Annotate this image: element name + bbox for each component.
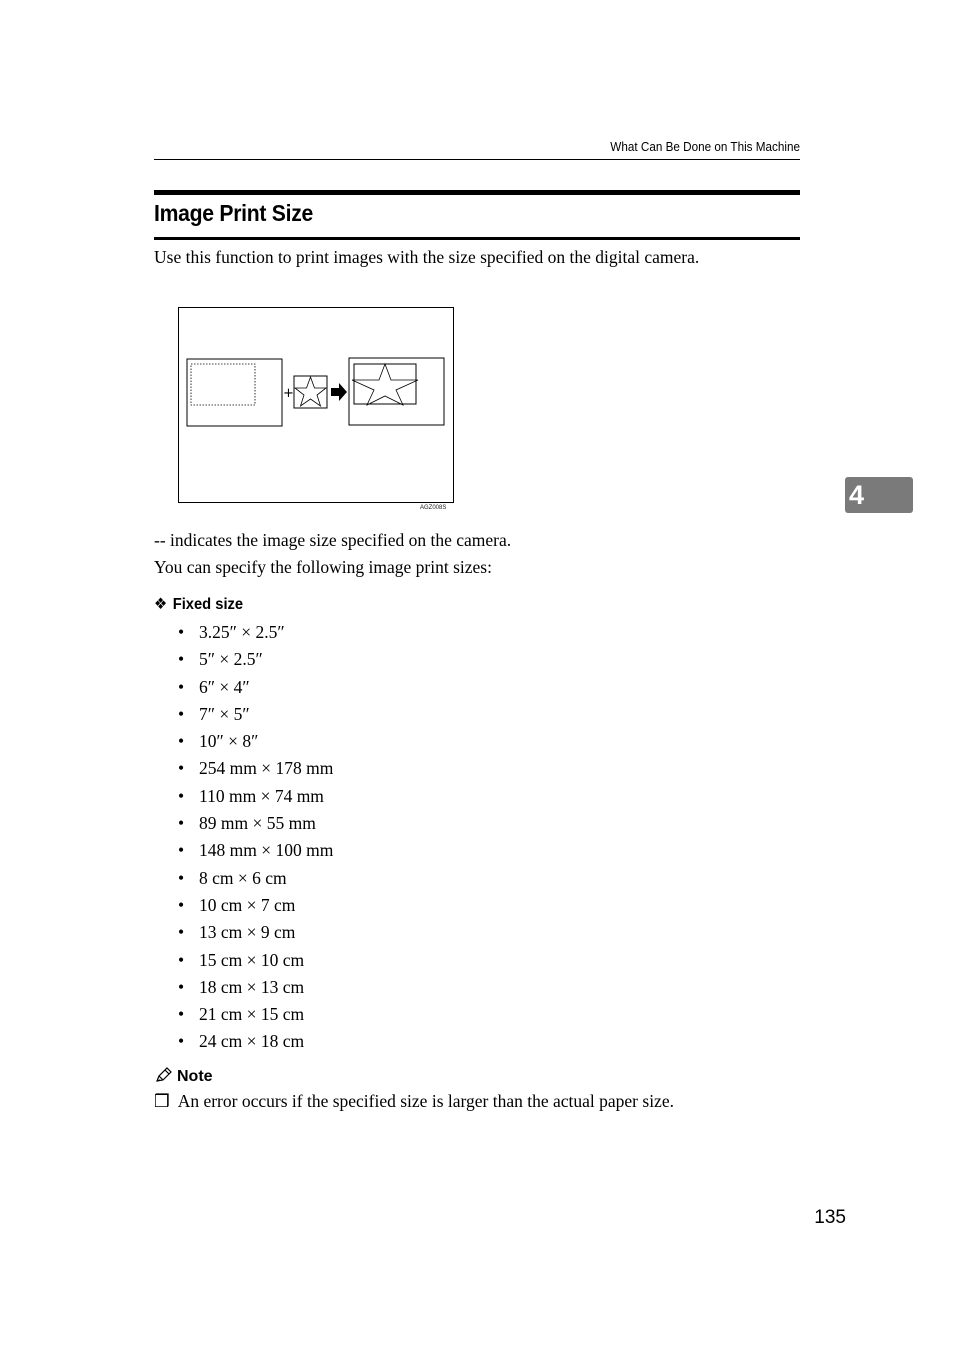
size-label: 7″ × 5″ xyxy=(199,703,250,724)
size-label: 254 mm × 178 mm xyxy=(199,758,334,779)
bullet-icon: • xyxy=(178,703,185,724)
caption-line-2: You can specify the following image print sizes: xyxy=(154,557,492,577)
list-item xyxy=(178,921,333,948)
bullet-icon: • xyxy=(178,731,185,752)
camera-image-frame xyxy=(187,359,282,426)
list-item xyxy=(178,757,333,784)
note-item xyxy=(154,1090,674,1112)
arrow-right-icon xyxy=(331,383,347,401)
diamond-marker-icon: ❖ xyxy=(154,596,168,613)
size-label: 110 mm × 74 mm xyxy=(199,785,324,806)
bullet-icon: • xyxy=(178,976,185,997)
bullet-icon: • xyxy=(178,840,185,861)
running-header: What Can Be Done on This Machine xyxy=(610,139,800,154)
list-item xyxy=(178,812,333,839)
chapter-tab: 4 xyxy=(845,477,913,513)
fixed-size-heading xyxy=(154,594,243,614)
bullet-icon: • xyxy=(178,867,185,888)
bullet-icon: • xyxy=(178,949,185,970)
list-item xyxy=(178,676,333,703)
note-heading xyxy=(154,1066,213,1086)
print-size-illustration xyxy=(179,308,453,502)
bullet-icon: • xyxy=(178,649,185,670)
note-text: An error occurs if the specified size is larger than the actual paper size. xyxy=(177,1091,674,1111)
size-label: 6″ × 4″ xyxy=(199,676,250,697)
size-label: 13 cm × 9 cm xyxy=(199,922,296,943)
section-title: Image Print Size xyxy=(154,200,314,226)
note-heading-label: Note xyxy=(177,1068,213,1085)
list-item xyxy=(178,785,333,812)
plus-icon: + xyxy=(283,386,294,401)
illustration-frame xyxy=(178,307,454,503)
checkbox-icon: ❒ xyxy=(154,1091,170,1111)
bullet-icon: • xyxy=(178,1004,185,1025)
bullet-icon: • xyxy=(178,785,185,806)
size-label: 10″ × 8″ xyxy=(199,731,259,752)
list-item xyxy=(178,839,333,866)
caption-line-1: -- indicates the image size specified on the camera. xyxy=(154,530,512,550)
size-label: 24 cm × 18 cm xyxy=(199,1031,305,1052)
pencil-icon xyxy=(154,1066,174,1084)
bullet-icon: • xyxy=(178,758,185,779)
size-label: 89 mm × 55 mm xyxy=(199,813,316,834)
intro-paragraph: Use this function to print images with the size specified on the digital camera. xyxy=(154,247,700,267)
bullet-icon: • xyxy=(178,622,185,642)
list-item xyxy=(178,894,333,921)
bullet-icon: • xyxy=(178,813,185,834)
title-bottom-rule xyxy=(154,237,800,240)
list-item xyxy=(178,1030,333,1057)
size-label: 8 cm × 6 cm xyxy=(199,867,287,888)
list-item xyxy=(178,703,333,730)
size-label: 148 mm × 100 mm xyxy=(199,840,334,861)
size-label: 15 cm × 10 cm xyxy=(199,949,305,970)
list-item xyxy=(178,648,333,675)
list-item xyxy=(178,949,333,976)
dashed-image-area-icon xyxy=(191,364,255,405)
printed-star-icon xyxy=(352,364,418,405)
page-number: 135 xyxy=(814,1207,846,1228)
list-item xyxy=(178,730,333,757)
star-image-icon xyxy=(294,376,327,408)
size-list xyxy=(178,621,333,1058)
size-label: 10 cm × 7 cm xyxy=(199,894,296,915)
figure-code: AGZ008S xyxy=(420,505,447,511)
bullet-icon: • xyxy=(178,894,185,915)
size-label: 3.25″ × 2.5″ xyxy=(199,622,285,642)
size-label: 5″ × 2.5″ xyxy=(199,649,263,670)
list-item xyxy=(178,621,333,648)
fixed-size-heading-label: Fixed size xyxy=(172,596,244,613)
bullet-icon: • xyxy=(178,676,185,697)
size-label: 18 cm × 13 cm xyxy=(199,976,305,997)
size-label: 21 cm × 15 cm xyxy=(199,1004,305,1025)
list-item xyxy=(178,1003,333,1030)
bullet-icon: • xyxy=(178,922,185,943)
list-item xyxy=(178,867,333,894)
title-top-rule xyxy=(154,190,800,195)
bullet-icon: • xyxy=(178,1031,185,1052)
list-item xyxy=(178,976,333,1003)
header-rule xyxy=(154,159,800,160)
